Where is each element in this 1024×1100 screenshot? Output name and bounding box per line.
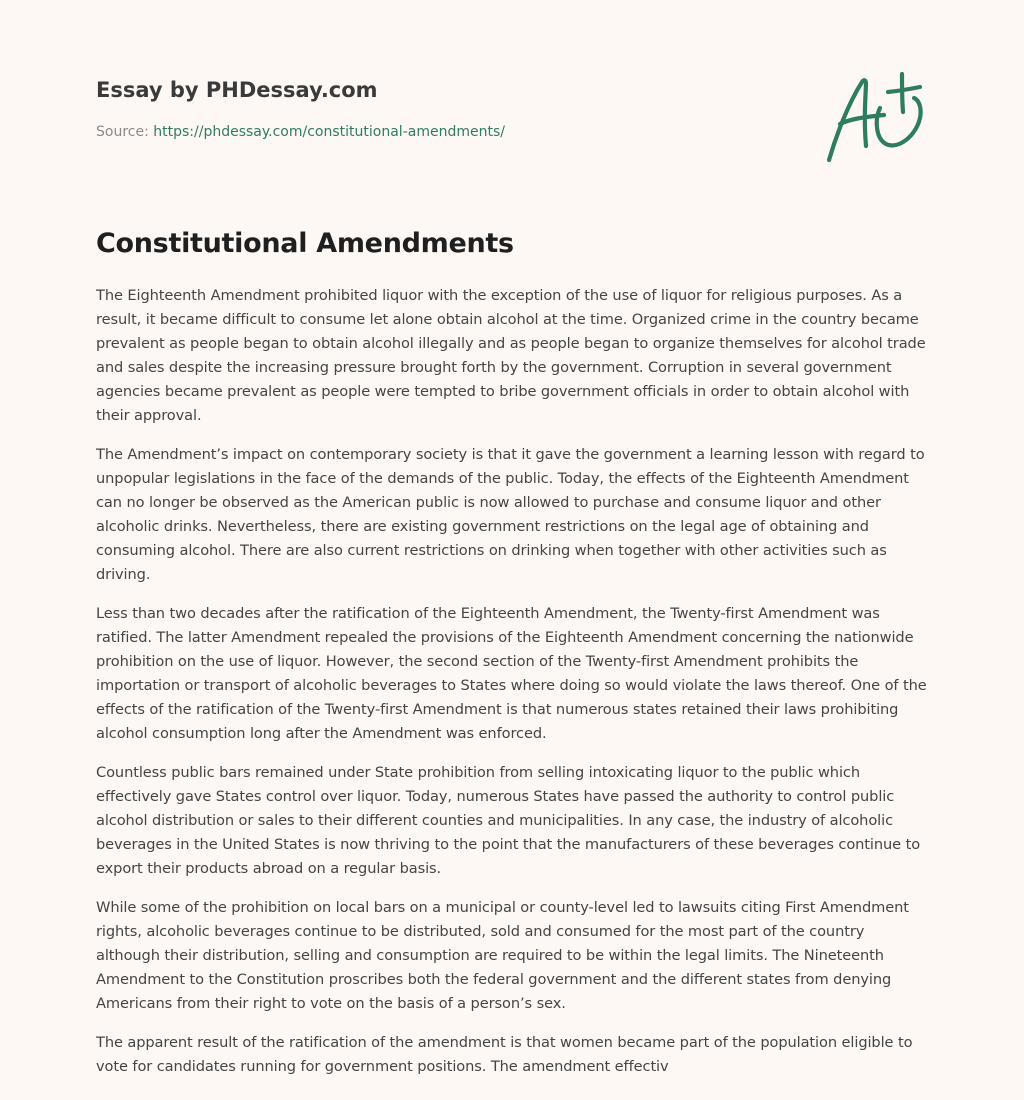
essay-title: Constitutional Amendments [96, 228, 514, 259]
essay-paragraph: Countless public bars remained under State prohibition from selling intoxicating liquor to the public which effectively gave States control over liquor. Today, numerous States have passed the authority to control public alcohol distribution or sales to their different counties and municipalities. In any case, the industry of alcoholic beverages in the United States is now thriving to the point that the manufacturers of these beverages continue to export their products abroad on a regular basis. [96, 764, 921, 877]
site-title: Essay by PHDessay.com [96, 78, 378, 102]
essay-paragraph: The Amendment’s impact on contemporary society is that it gave the government a learning lesson with regard to unpopular legislations in the face of the demands of the public. Today, the effects of the Eighteenth Amendment can no longer be observed as the American public is now allowed to purchase and consume liquor and other alcoholic drinks. Nevertheless, there are existing government restrictions on the legal age of obtaining and consuming alcohol. There are also current restrictions on drinking when together with other activities such as driving. [96, 446, 925, 583]
essay-paragraph: The Eighteenth Amendment prohibited liquor with the exception of the use of liquor for religious purposes. As a result, it became difficult to consume let alone obtain alcohol at the time. Organized crime in the country became prevalent as people began to obtain alcohol illegally and as people began to organize themselves for alcohol trade and sales despite the increasing pressure brought forth by the government. Corruption in several government agencies became prevalent as people were tempted to bribe government officials in order to obtain alcohol with their approval. [96, 287, 926, 424]
a-plus-logo-icon [822, 68, 928, 166]
essay-body [96, 284, 928, 1094]
page-header [96, 76, 696, 142]
essay-paragraph: While some of the prohibition on local bars on a municipal or county-level led to lawsuits citing First Amendment rights, alcoholic beverages continue to be distributed, sold and consumed for the most part of the country although their distribution, selling and consumption are required to be within the legal limits. The Nineteenth Amendment to the Constitution proscribes both the federal government and the different states from denying Americans from their right to vote on the basis of a person’s sex. [96, 899, 909, 1012]
source-link[interactable]: https://phdessay.com/constitutional-amendments/ [153, 124, 505, 140]
source-line [96, 122, 696, 142]
essay-paragraph: The apparent result of the ratification of the amendment is that women became part of the population eligible to vote for candidates running for government positions. The amendment effectiv [96, 1034, 913, 1075]
essay-paragraph: Less than two decades after the ratification of the Eighteenth Amendment, the Twenty-first Amendment was ratified. The latter Amendment repealed the provisions of the Eighteenth Amendment concerning the nationwide prohibition on the use of liquor. However, the second section of the Twenty-first Amendment prohibits the importation or transport of alcoholic beverages to States where doing so would violate the laws thereof. One of the effects of the ratification of the Twenty-first Amendment is that numerous states retained their laws prohibiting alcohol consumption long after the Amendment was enforced. [96, 605, 927, 742]
source-label: Source: [96, 124, 149, 140]
